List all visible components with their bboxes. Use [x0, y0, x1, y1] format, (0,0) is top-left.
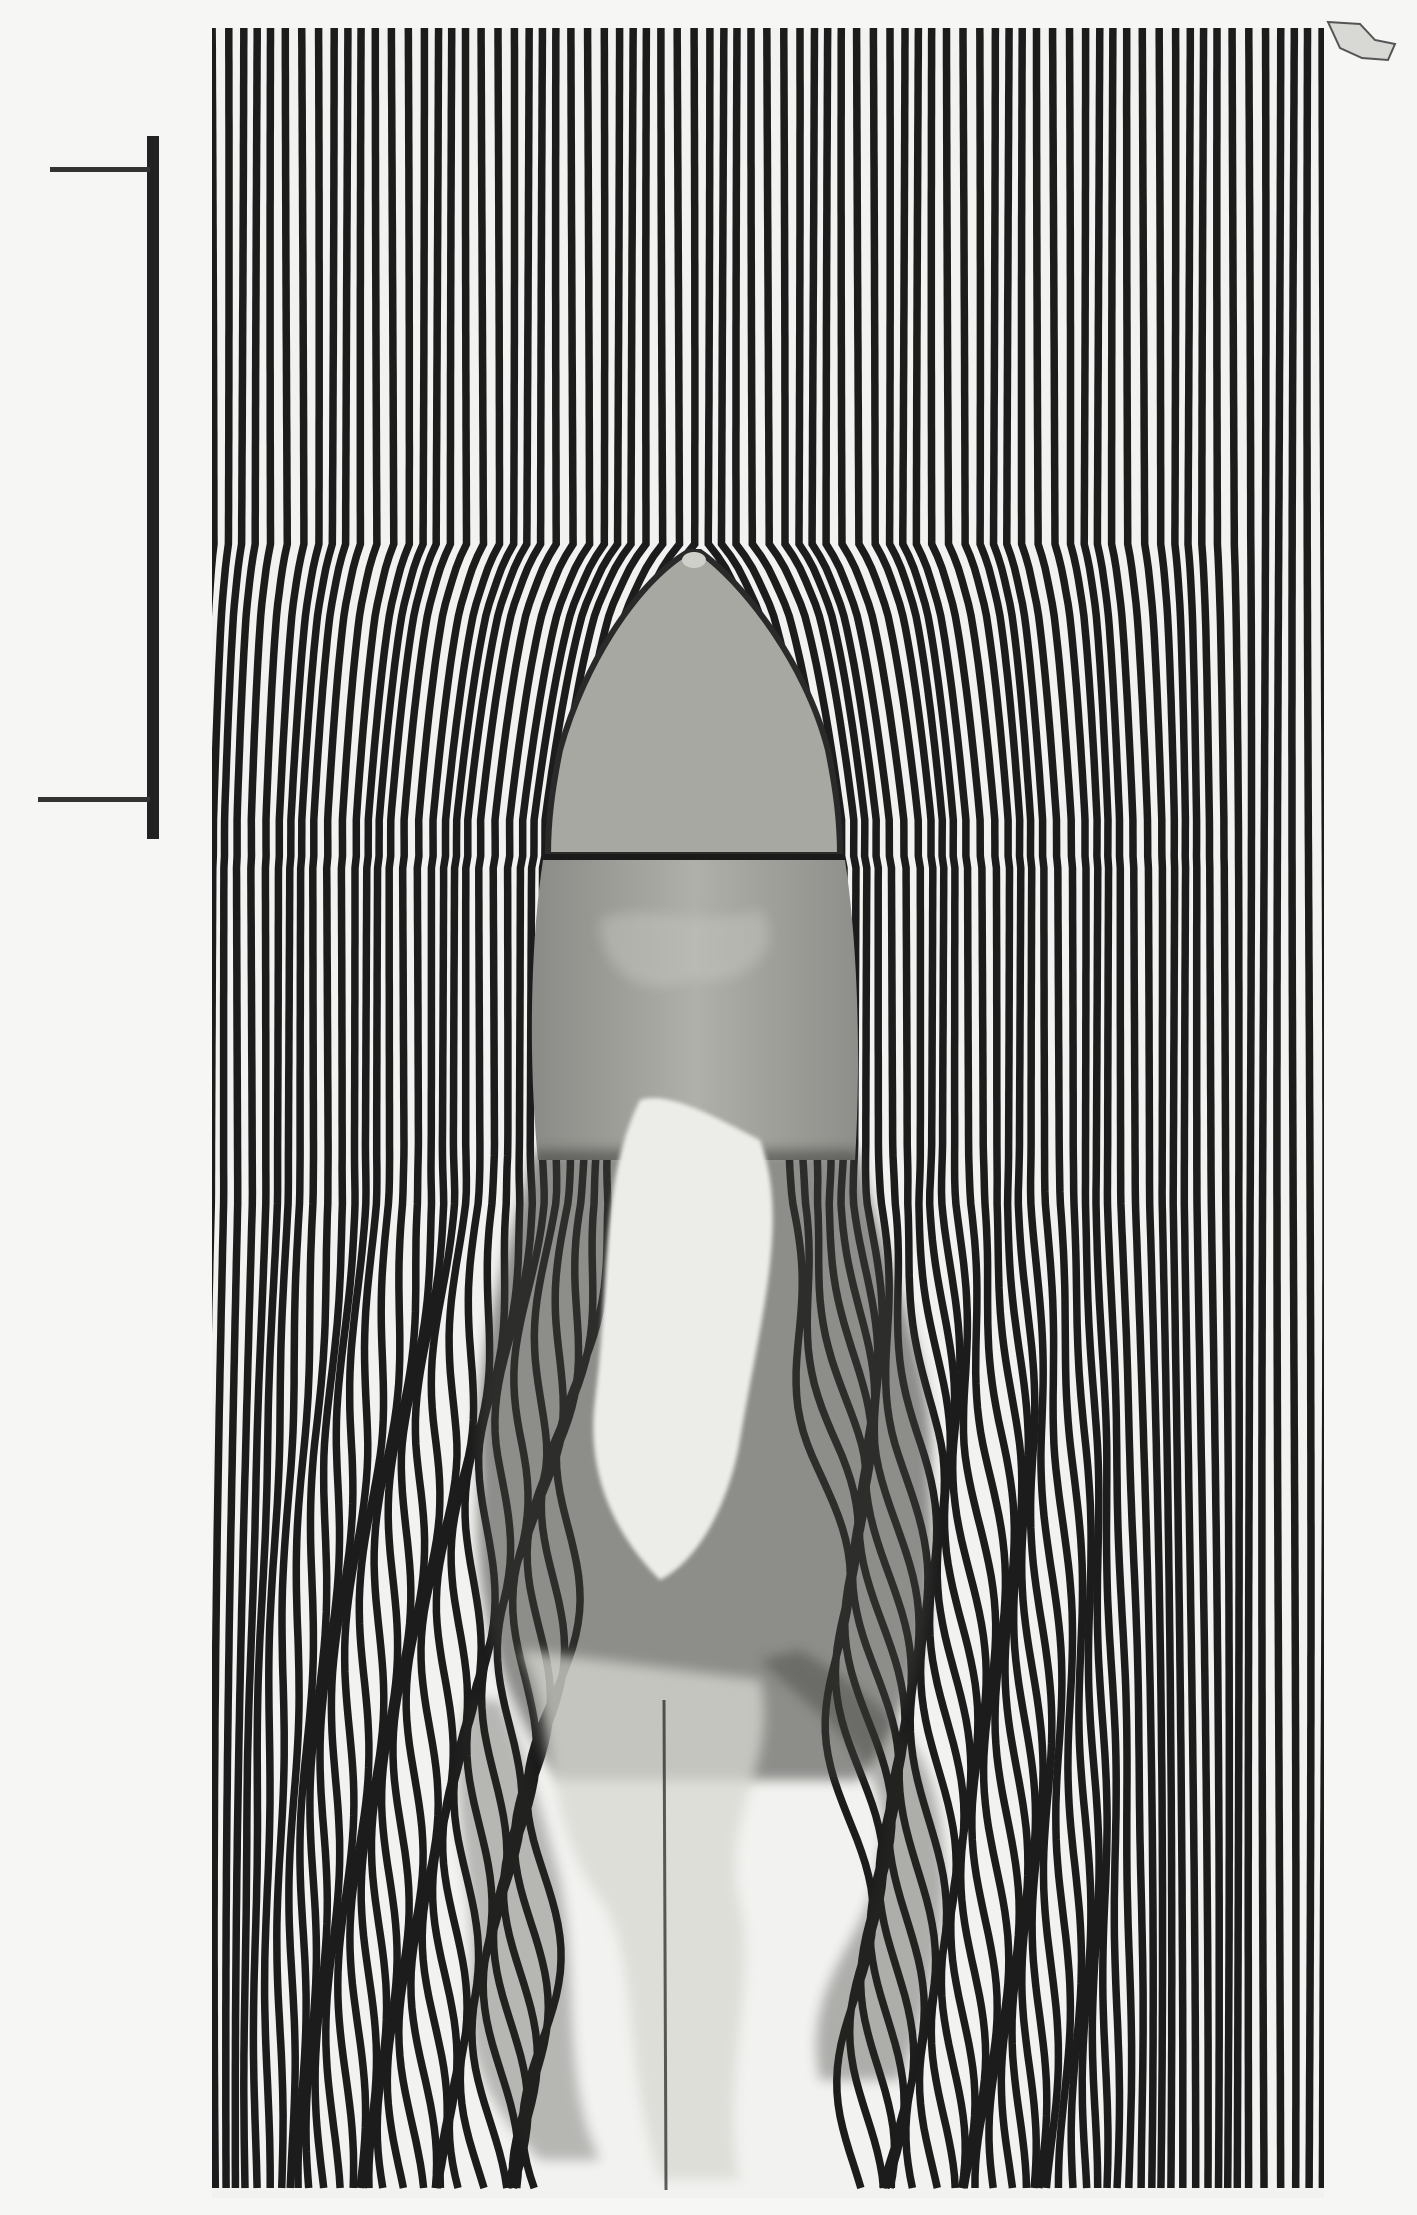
scale-bar-bottom-tick — [38, 797, 150, 802]
wake-region — [459, 1098, 945, 2190]
fringe-line — [1277, 28, 1281, 2188]
fringe-line — [1292, 28, 1296, 2188]
fringe-line — [1248, 28, 1251, 2188]
scale-bar-top-tick — [50, 167, 150, 172]
fringe-line — [1307, 28, 1311, 2188]
fringe-line — [1262, 28, 1266, 2188]
scale-bar-vertical — [147, 136, 159, 839]
wake-centerline-streak — [664, 1700, 666, 2190]
projectile-tip — [682, 552, 706, 568]
